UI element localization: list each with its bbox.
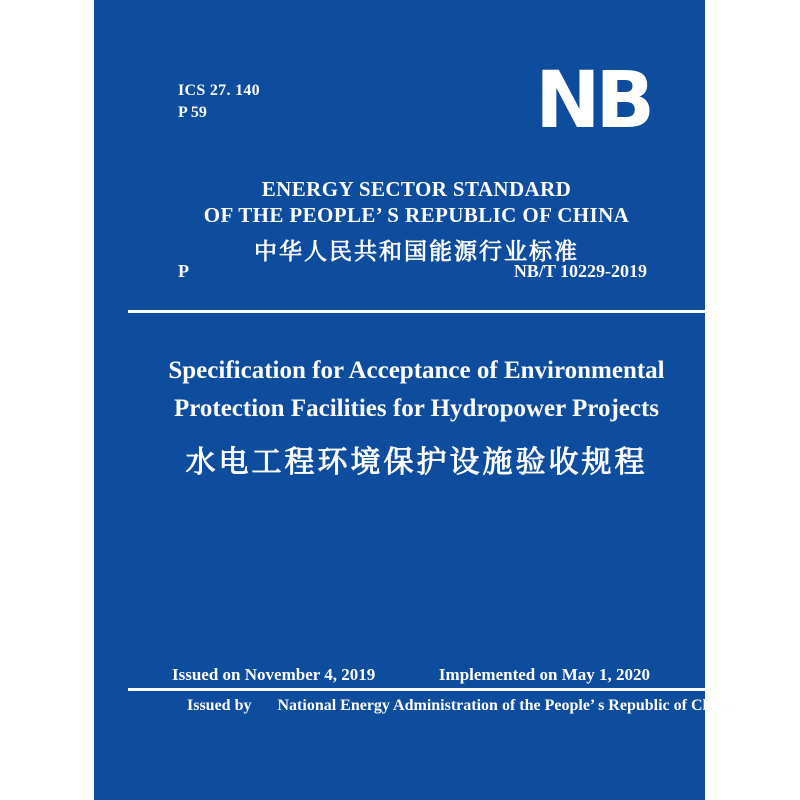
title-en-line2: Protection Facilities for Hydropower Projects [173, 395, 660, 422]
heading-en-line2: OF THE PEOPLE’ S REPUBLIC OF CHINA [203, 203, 630, 227]
title-en-line1: Specification for Acceptance of Environmental [168, 357, 665, 384]
dates-row [172, 665, 650, 685]
issuer-row [187, 697, 733, 715]
title-block [128, 352, 705, 481]
classification-code: P 59 [178, 104, 207, 121]
standard-cover-panel [94, 0, 733, 800]
heading-zh: 中华人民共和国能源行业标准 [254, 238, 579, 264]
standard-number-row [178, 261, 647, 282]
top-divider-line [128, 310, 705, 313]
issued-by-value: National Energy Administration of the People’ s Republic of China [277, 697, 733, 714]
issued-by-label: Issued by [187, 697, 252, 714]
bottom-divider-line [128, 688, 705, 691]
implemented-date: Implemented on May 1, 2020 [438, 665, 650, 684]
title-zh: 水电工程环境保护设施验收规程 [185, 446, 648, 479]
doc-class-letter: P [178, 261, 189, 281]
standard-heading [128, 176, 705, 266]
heading-en-line1: ENERGY SECTOR STANDARD [261, 177, 572, 201]
ics-code: ICS 27. 140 [178, 82, 260, 99]
standard-number: NB/T 10229-2019 [513, 261, 647, 281]
issued-date: Issued on November 4, 2019 [172, 665, 376, 684]
nb-logo: NB [535, 56, 650, 146]
